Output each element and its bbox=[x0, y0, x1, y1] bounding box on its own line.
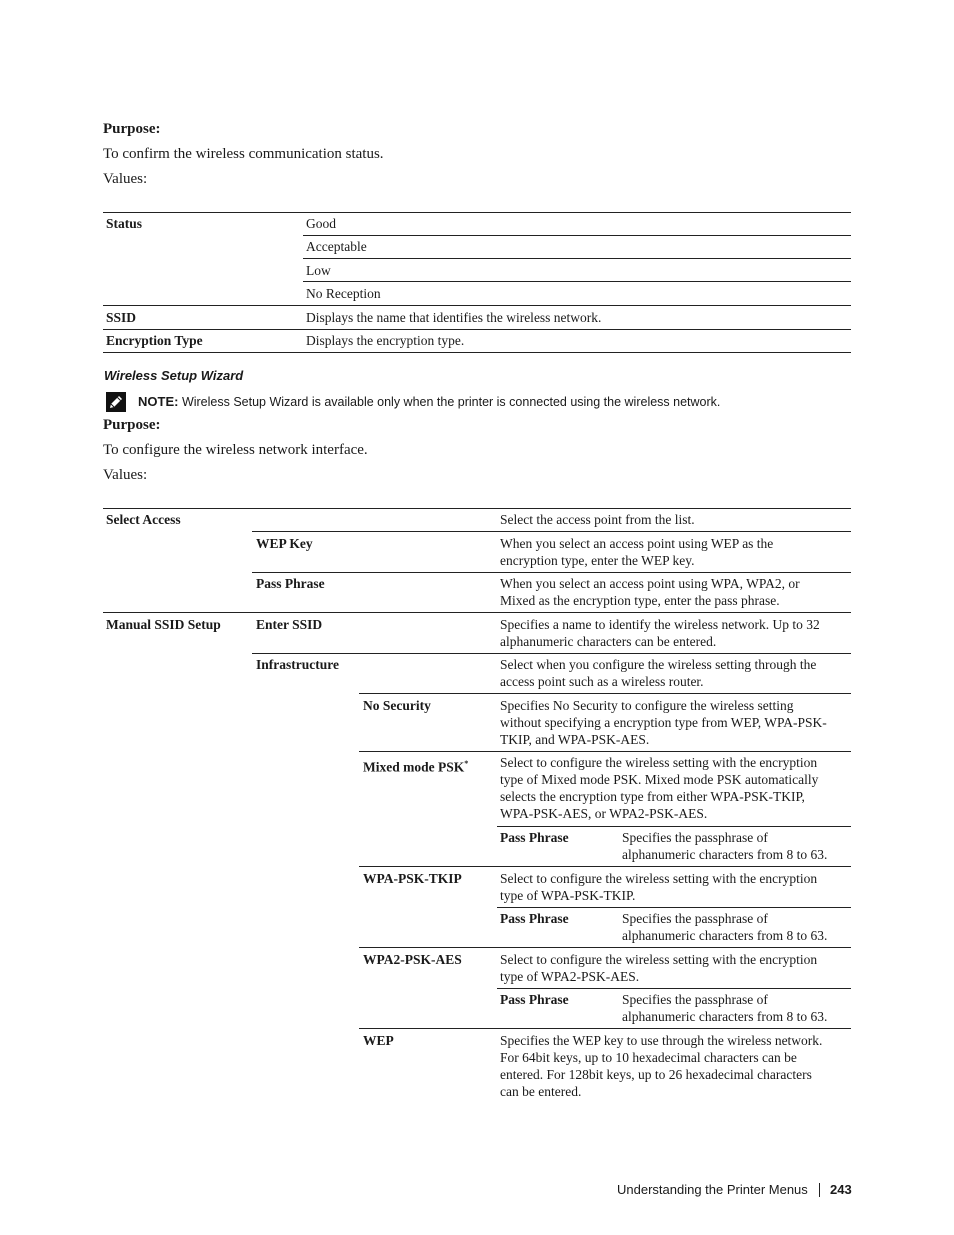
mixed-psk-desc: Select to configure the wireless setting with the encryption type of Mixed mode PSK. Mixed mode PSK automatically selects the encryption type from either WPA-PSK-TKIP, WPA-PSK-AES, or WPA2-PSK-AES. bbox=[500, 755, 819, 821]
mixed-psk-pass-phrase-label: Pass Phrase bbox=[500, 830, 569, 845]
encryption-type-desc: Displays the encryption type. bbox=[306, 333, 465, 348]
wep-label: WEP bbox=[363, 1033, 394, 1048]
infrastructure-desc: Select when you configure the wireless setting through the access point such as a wireless router. bbox=[500, 657, 817, 689]
pass-phrase-label: Pass Phrase bbox=[256, 576, 325, 591]
purpose-heading: Purpose: bbox=[103, 121, 161, 137]
wpa2-psk-aes-pass-phrase-desc: Specifies the passphrase of alphanumeric characters from 8 to 63. bbox=[622, 992, 828, 1024]
pass-phrase-desc: When you select an access point using WPA, WPA2, or Mixed as the encryption type, enter the pass phrase. bbox=[500, 576, 800, 608]
values-heading-2: Values: bbox=[103, 467, 148, 483]
wpa2-psk-aes-label: WPA2-PSK-AES bbox=[363, 952, 462, 967]
wpa-psk-tkip-pass-phrase-label: Pass Phrase bbox=[500, 911, 569, 926]
note bbox=[138, 394, 720, 409]
status-value-good: Good bbox=[306, 216, 336, 231]
infrastructure-label: Infrastructure bbox=[256, 657, 339, 672]
ssid-label: SSID bbox=[106, 310, 137, 325]
purpose-text: To confirm the wireless communication status. bbox=[103, 146, 384, 162]
purpose-heading-2: Purpose: bbox=[103, 417, 161, 433]
enter-ssid-desc: Specifies a name to identify the wireless network. Up to 32 alphanumeric characters can be entered. bbox=[500, 617, 820, 649]
status-value-low: Low bbox=[306, 263, 331, 278]
ssid-desc: Displays the name that identifies the wireless network. bbox=[306, 310, 602, 325]
footer-chapter: Understanding the Printer Menus bbox=[617, 1182, 808, 1197]
note-pencil-icon bbox=[105, 391, 127, 413]
purpose-text-2: To configure the wireless network interface. bbox=[103, 442, 368, 458]
mixed-psk-label: Mixed mode PSK* bbox=[363, 759, 469, 775]
wpa2-psk-aes-desc: Select to configure the wireless setting with the encryption type of WPA2-PSK-AES. bbox=[500, 952, 818, 984]
status-value-no-reception: No Reception bbox=[306, 286, 381, 301]
wpa2-psk-aes-pass-phrase-label: Pass Phrase bbox=[500, 992, 569, 1007]
wpa-psk-tkip-label: WPA-PSK-TKIP bbox=[363, 871, 462, 886]
select-access-label: Select Access bbox=[106, 512, 181, 527]
no-security-desc: Specifies No Security to configure the wireless setting without specifying a encryption type from WEP, WPA-PSK- TKIP, and WPA-PSK-AES. bbox=[500, 698, 827, 747]
enter-ssid-label: Enter SSID bbox=[256, 617, 323, 632]
note-text: Wireless Setup Wizard is available only when the printer is connected using the wireless network. bbox=[181, 395, 721, 409]
values-heading: Values: bbox=[103, 171, 148, 187]
mixed-psk-pass-phrase-desc: Specifies the passphrase of alphanumeric characters from 8 to 63. bbox=[622, 830, 828, 862]
no-security-label: No Security bbox=[363, 698, 431, 713]
manual-ssid-label: Manual SSID Setup bbox=[106, 617, 221, 632]
section-title: Wireless Setup Wizard bbox=[104, 368, 244, 383]
wep-key-label: WEP Key bbox=[256, 536, 313, 551]
status-label: Status bbox=[106, 216, 143, 231]
encryption-type-label: Encryption Type bbox=[106, 333, 203, 348]
wep-desc: Specifies the WEP key to use through the wireless network. For 64bit keys, up to 10 hexadecimal characters can be entered. For 128bit keys, up to 26 hexadecimal characters can be entered. bbox=[500, 1033, 823, 1099]
footer-divider bbox=[819, 1183, 820, 1197]
page-number: 243 bbox=[830, 1182, 852, 1197]
note-label: NOTE: bbox=[138, 394, 179, 409]
status-value-acceptable: Acceptable bbox=[306, 239, 367, 254]
wpa-psk-tkip-desc: Select to configure the wireless setting with the encryption type of WPA-PSK-TKIP. bbox=[500, 871, 818, 903]
select-access-desc: Select the access point from the list. bbox=[500, 512, 695, 527]
wpa-psk-tkip-pass-phrase-desc: Specifies the passphrase of alphanumeric characters from 8 to 63. bbox=[622, 911, 828, 943]
wep-key-desc: When you select an access point using WEP as the encryption type, enter the WEP key. bbox=[500, 536, 774, 568]
